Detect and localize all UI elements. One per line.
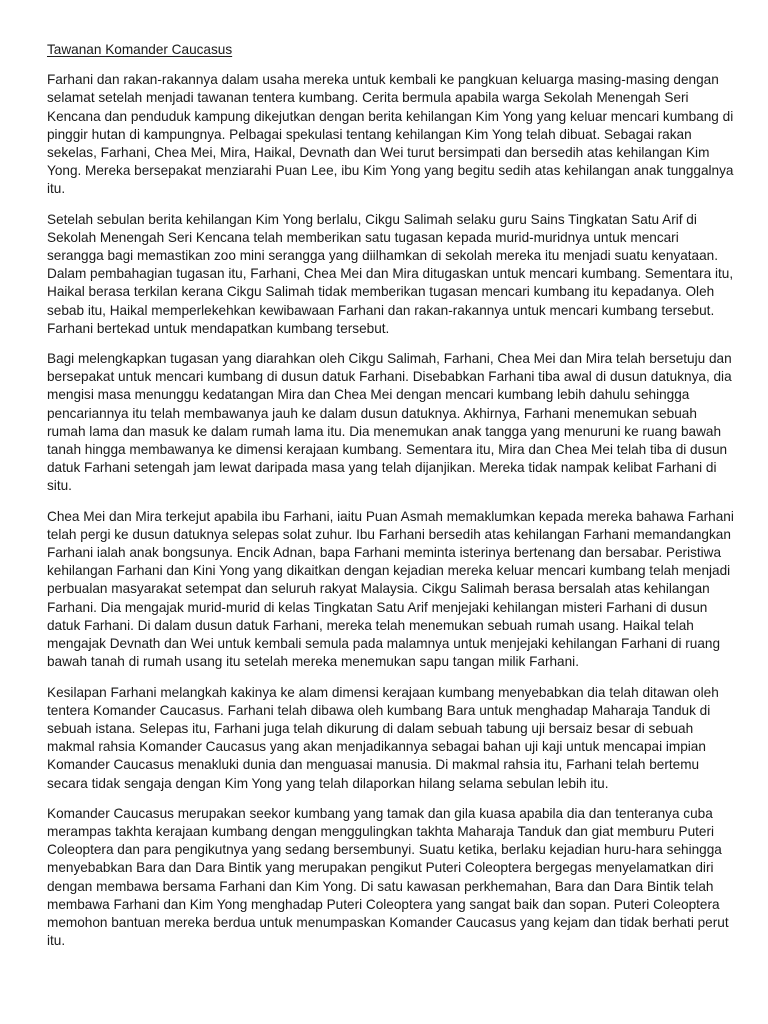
paragraph: Chea Mei dan Mira terkejut apabila ibu Farhani, iaitu Puan Asmah memaklumkan kepada mereka bahawa Farhani telah pergi ke dusun datuknya selepas solat zuhur. Ibu Farhani bersedih atas kehilangan Farhani memandangkan Farhani ialah anak bongsunya. Encik Adnan, bapa Farhani meminta isterinya bertenang dan bersabar. Peristiwa kehilangan Farhani dan Kini Yong yang dikaitkan dengan kejadian mereka keluar mencari kumbang telah menjadi perbualan masyarakat setempat dan seluruh rakyat Malaysia. Cikgu Salimah berasa bersalah atas kehilangan Farhani. Dia mengajak murid-murid di kelas Tingkatan Satu Arif menjejaki kehilangan misteri Farhani di dusun datuk Farhani. Di dalam dusun datuk Farhani, mereka telah menemukan sebuah rumah usang. Haikal telah mengajak Devnath dan Wei untuk kembali semula pada malamnya untuk menjejaki kehilangan Farhani di ruang bawah tanah di rumah usang itu setelah mereka menemukan sapu tangan milik Farhani. xyxy=(47,508,734,670)
paragraph: Komander Caucasus merupakan seekor kumbang yang tamak dan gila kuasa apabila dia dan tenteranya cuba merampas takhta kerajaan kumbang dengan menggulingkan takhta Maharaja Tanduk dan giat memburu Puteri Coleoptera dan para pengikutnya yang sedang bersembunyi. Suatu ketika, berlaku kejadian huru-hara sehingga menyebabkan Bara dan Dara Bintik yang merupakan pengikut Puteri Coleoptera bergegas menyelamatkan diri dengan membawa bersama Farhani dan Kim Yong. Di satu kawasan perkhemahan, Bara dan Dara Bintik telah membawa Farhani dan Kim Yong menghadap Puteri Coleoptera yang sangat baik dan sopan. Puteri Coleoptera memohon bantuan mereka berdua untuk menumpaskan Komander Caucasus yang kejam dan tidak berhati perut itu. xyxy=(47,805,729,949)
document-page xyxy=(47,41,737,962)
paragraph: Farhani dan rakan-rakannya dalam usaha mereka untuk kembali ke pangkuan keluarga masing-masing dengan selamat setelah menjadi tawanan tentera kumbang. Cerita bermula apabila warga Sekolah Menengah Seri Kencana dan penduduk kampung dikejutkan dengan berita kehilangan Kim Yong yang keluar mencari kumbang di pinggir hutan di kampungnya. Pelbagai spekulasi tentang kehilangan Kim Yong telah dibuat. Sebagai rakan sekelas, Farhani, Chea Mei, Mira, Haikal, Devnath dan Wei turut bersimpati dan bersedih atas kehilangan Kim Yong. Mereka bersepakat menziarahi Puan Lee, ibu Kim Yong yang begitu sedih atas kehilangan anak tunggalnya itu. xyxy=(47,72,734,197)
paragraph: Bagi melengkapkan tugasan yang diarahkan oleh Cikgu Salimah, Farhani, Chea Mei dan Mira telah bersetuju dan bersepakat untuk mencari kumbang di dusun datuk Farhani. Disebabkan Farhani tiba awal di dusun datuknya, dia mengisi masa menunggu kedatangan Mira dan Chea Mei dengan mencari kumbang lebih dahulu sehingga pencariannya itu telah membawanya jauh ke dalam dusun datuknya. Akhirnya, Farhani menemukan sebuah rumah lama dan masuk ke dalam rumah lama itu. Dia menemukan anak tangga yang menuruni ke ruang bawah tanah hingga membawanya ke dimensi kerajaan kumbang. Sementara itu, Mira dan Chea Mei telah tiba di dusun datuk Farhani setengah jam lewat daripada masa yang telah dijanjikan. Mereka tidak nampak kelibat Farhani di situ. xyxy=(47,351,732,494)
paragraph: Setelah sebulan berita kehilangan Kim Yong berlalu, Cikgu Salimah selaku guru Sains Tingkatan Satu Arif di Sekolah Menengah Seri Kencana telah memberikan satu tugasan kepada murid-muridnya untuk mencari serangga bagi memastikan zoo mini serangga yang diilhamkan di sekolah mereka itu menjadi suatu kenyataan. Dalam pembahagian tugasan itu, Farhani, Chea Mei dan Mira ditugaskan untuk mencari kumbang. Sementara itu, Haikal berasa terkilan kerana Cikgu Salimah tidak memberikan tugasan mencari kumbang itu kepadanya. Oleh sebab itu, Haikal memperlekehkan kewibawaan Farhani dan rakan-rakannya untuk mencari kumbang tersebut. Farhani bertekad untuk mendapatkan kumbang tersebut. xyxy=(47,211,734,336)
document-title: Tawanan Komander Caucasus xyxy=(47,42,233,57)
paragraph: Kesilapan Farhani melangkah kakinya ke alam dimensi kerajaan kumbang menyebabkan dia telah ditawan oleh tentera Komander Caucasus. Farhani telah dibawa oleh kumbang Bara untuk menghadap Maharaja Tanduk di sebuah istana. Selepas itu, Farhani juga telah dikurung di dalam sebuah tabung uji bersaiz besar di sebuah makmal rahsia Komander Caucasus yang akan menjadikannya sebagai bahan uji kaji untuk mencapai impian Komander Caucasus menakluki dunia dan menguasai manusia. Di makmal rahsia itu, Farhani telah bertemu secara tidak sengaja dengan Kim Yong yang telah dilaporkan hilang selama sebulan lebih itu. xyxy=(47,684,719,791)
